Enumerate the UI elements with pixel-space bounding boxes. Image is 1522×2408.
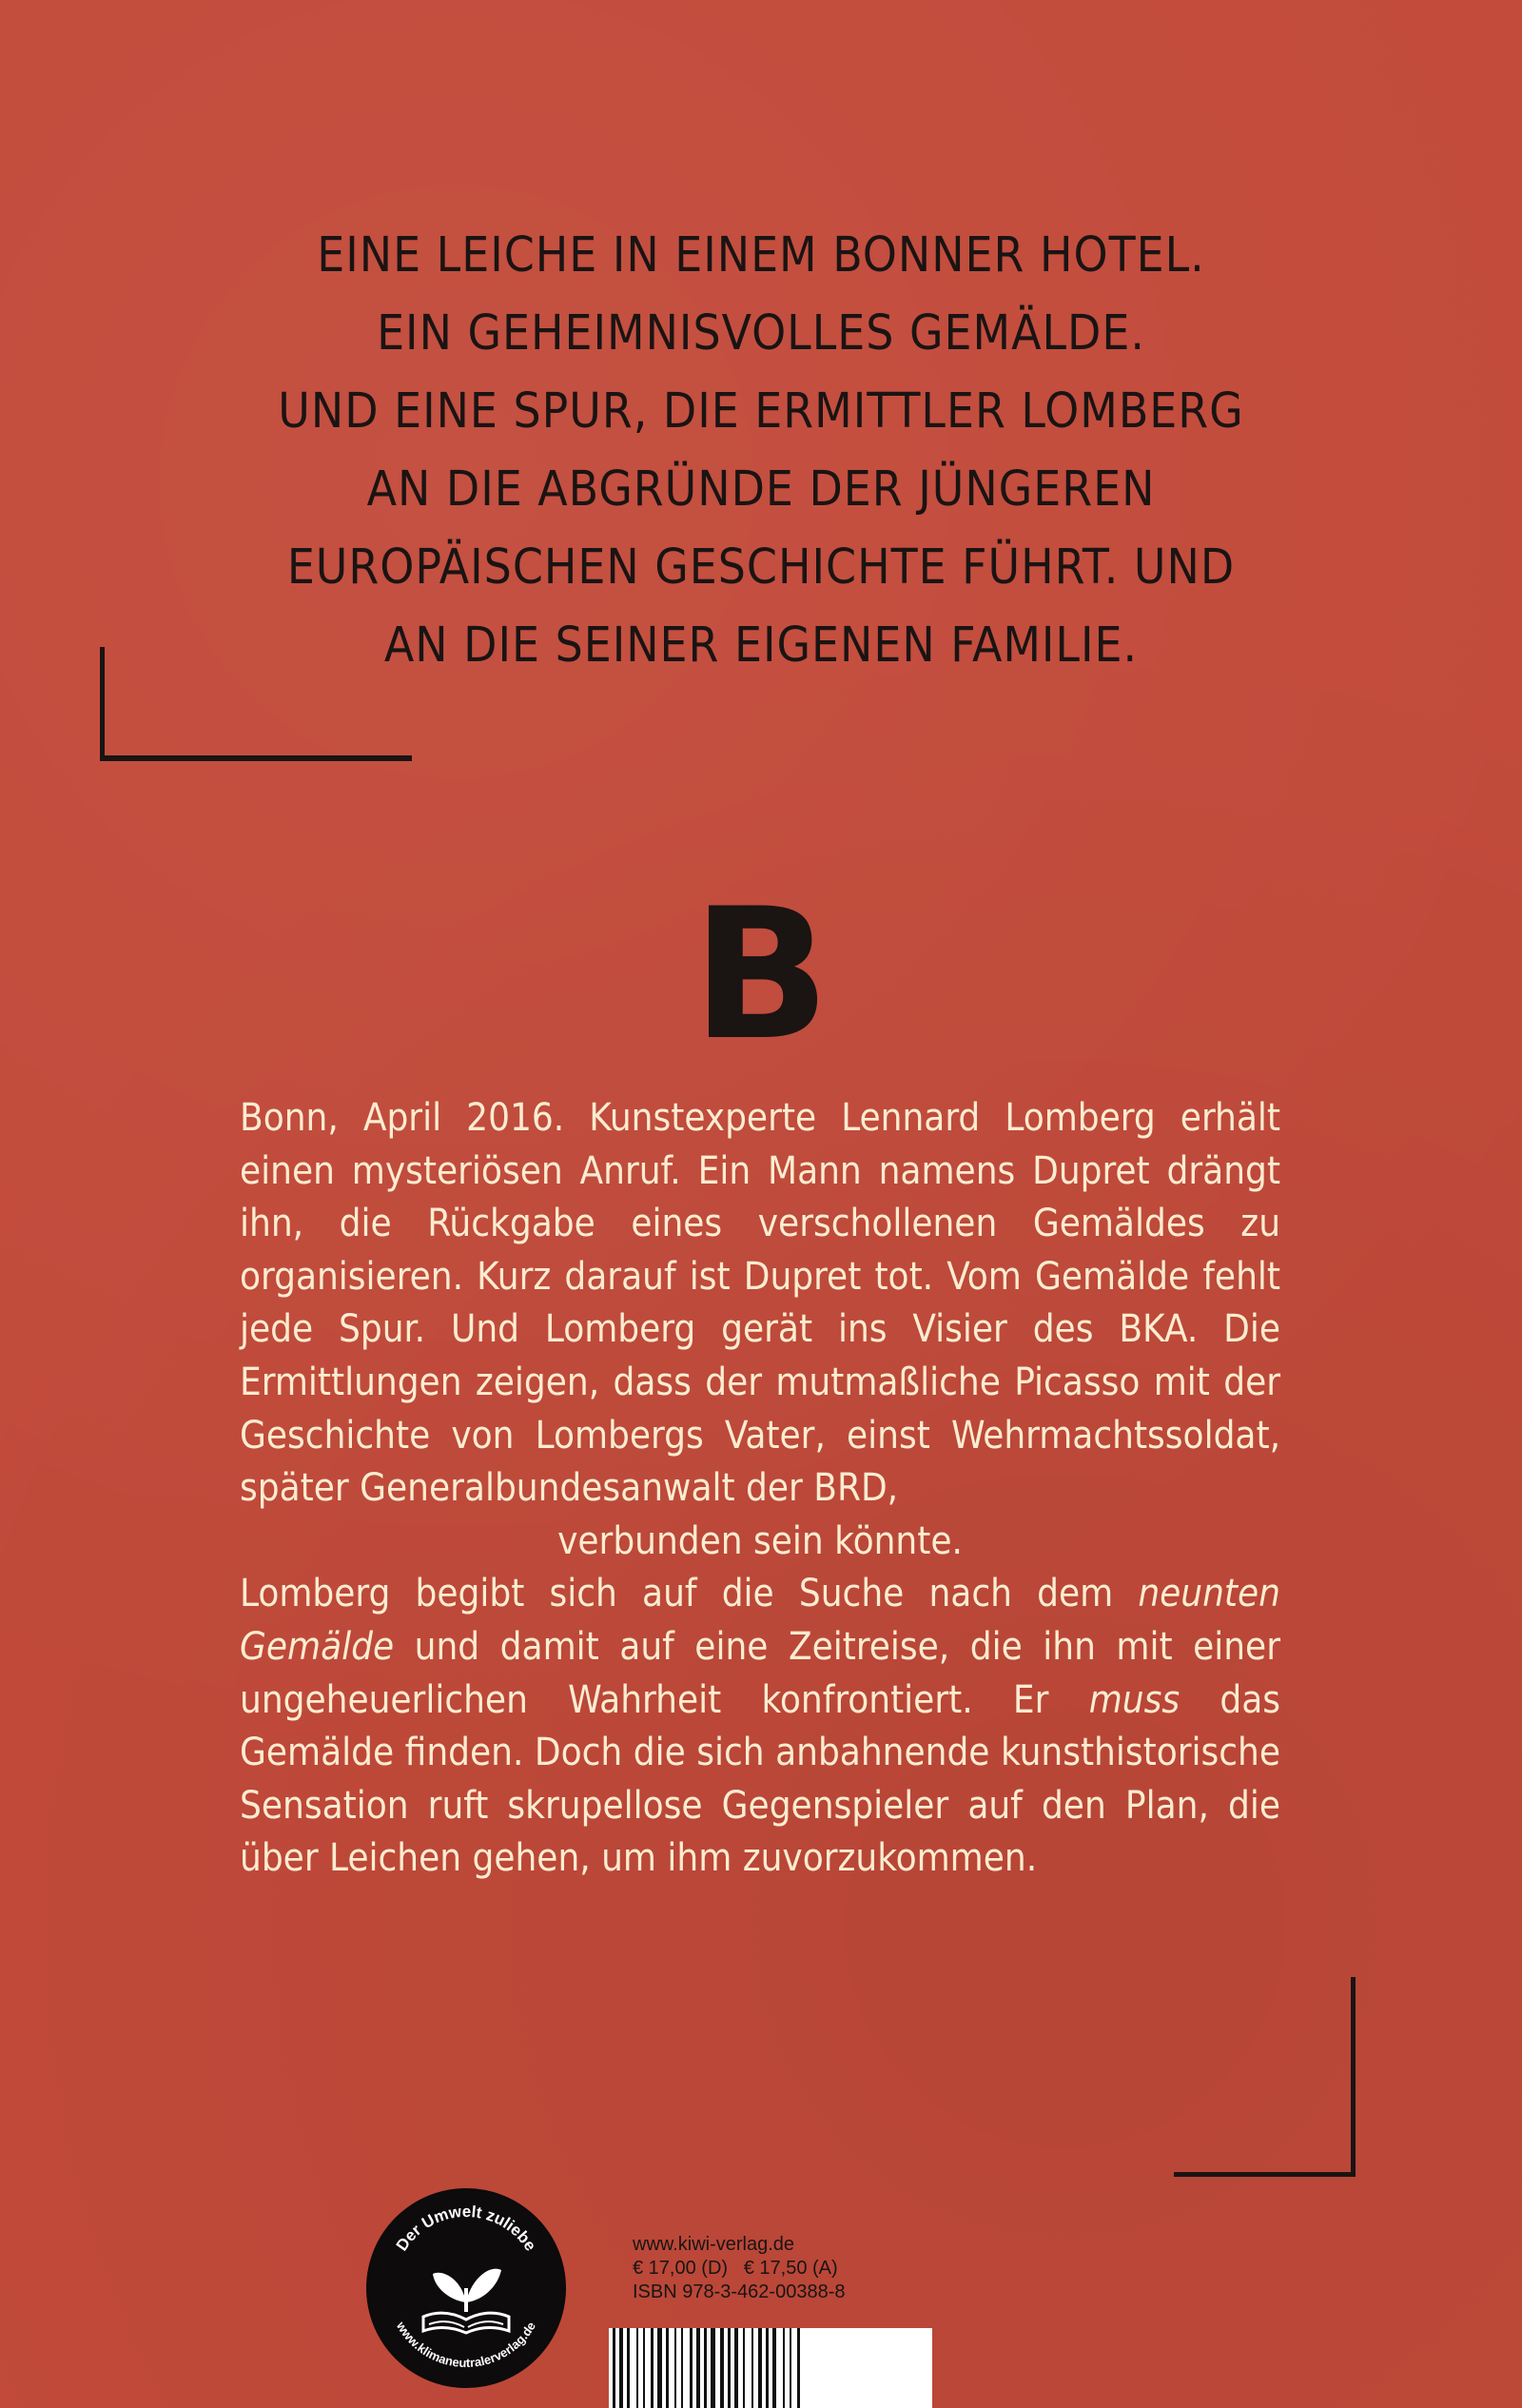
barcode (609, 2328, 932, 2408)
svg-text:Der Umwelt zuliebe (393, 2202, 540, 2254)
book-title-emphasis: neunten Gemälde (240, 1572, 1280, 1669)
barcode-bar (674, 2328, 676, 2408)
blurb-paragraph-1 (240, 1092, 1280, 1568)
barcode-bar (711, 2328, 715, 2408)
barcode-bar (720, 2328, 724, 2408)
barcode-bar (619, 2328, 623, 2408)
svg-text:www.klimaneutralerverlag.de (393, 2319, 538, 2370)
book-leaf-icon (366, 2188, 566, 2388)
barcode-bar (651, 2328, 654, 2408)
barcode-bar (734, 2328, 738, 2408)
barcode-bar (681, 2328, 683, 2408)
tagline-line: UND EINE SPUR, DIE ERMITTLER LOMBERG (278, 383, 1244, 440)
corner-bracket-bottom-right-base (1174, 2172, 1356, 2177)
tagline-line: AN DIE SEINER EIGENEN FAMILIE. (383, 617, 1139, 674)
barcode-bar (783, 2328, 785, 2408)
barcode-bar (643, 2328, 645, 2408)
blurb-paragraph-1-text: Bonn, April 2016. Kunstexperte Lennard Lomberg erhält einen mysteriösen Anruf. Ein Mann namens Dupret drängt ihn, die Rückgabe eines verschollenen Gemäldes zu organisieren. Kurz darauf ist Dupret tot. Vom Gemälde fehlt jede Spur. Und Lomberg gerät ins Visier des BKA. Die Ermittlungen zeigen, dass der mutmaßliche Picasso mit der Geschichte von Lombergs Vater, einst Wehrmachtssoldat, später Generalbundesanwalt der BRD, (240, 1096, 1280, 1511)
blurb-paragraph-1-last-line: verbunden sein könnte. (557, 1518, 963, 1563)
barcode-bar (797, 2328, 800, 2408)
publisher-website: www.kiwi-verlag.de (633, 2234, 795, 2255)
tagline (238, 217, 1284, 685)
blurb-text-span: Lomberg begibt sich auf die Suche nach dem (240, 1572, 1139, 1616)
corner-bracket-top-left-base (100, 755, 412, 761)
barcode-bar (772, 2328, 776, 2408)
blurb-text (240, 1092, 1280, 1886)
tagline-line: AN DIE ABGRÜNDE DER JÜNGEREN (366, 461, 1156, 518)
barcode-bar (728, 2328, 731, 2408)
badge-bottom-text: www.klimaneutralerverlag.de (393, 2319, 539, 2371)
publisher-info (633, 2233, 918, 2304)
barcode-bar (613, 2328, 615, 2408)
badge-top-text: Der Umwelt zuliebe (392, 2202, 540, 2255)
barcode-bar (696, 2328, 700, 2408)
initial-letter: B (692, 870, 830, 1080)
isbn: ISBN 978-3-462-00388-8 (633, 2281, 846, 2302)
blurb-paragraph-2 (240, 1568, 1280, 1886)
barcode-bar (636, 2328, 638, 2408)
barcode-bar (666, 2328, 669, 2408)
barcode-bar (758, 2328, 762, 2408)
blurb-text-span: und damit auf eine Zeitreise, die ihn mit einer ungeheuerlichen Wahrheit konfrontiert. Er (240, 1624, 1280, 1722)
barcode-bar (743, 2328, 745, 2408)
climate-neutral-badge (366, 2188, 566, 2388)
barcode-bar (751, 2328, 753, 2408)
corner-bracket-top-left (100, 647, 105, 761)
barcode-bar (766, 2328, 769, 2408)
barcode-bar (627, 2328, 630, 2408)
emphasis-word: muss (1088, 1677, 1181, 1722)
barcode-bar (790, 2328, 791, 2408)
barcode-bar (657, 2328, 662, 2408)
tagline-line: EINE LEICHE IN EINEM BONNER HOTEL. (317, 227, 1205, 284)
corner-bracket-bottom-right (1351, 1977, 1356, 2177)
price: € 17,00 (D) € 17,50 (A) (633, 2258, 838, 2279)
barcode-bar (704, 2328, 707, 2408)
tagline-line: EUROPÄISCHEN GESCHICHTE FÜHRT. UND (286, 539, 1236, 596)
blurb-text-span: das Gemälde finden. Doch die sich anbahnende kunsthistorische Sensation ruft skrupellose Gegenspieler auf den Plan, die über Leichen gehen, um ihm zuvorzukommen. (240, 1677, 1280, 1881)
tagline-line: EIN GEHEIMNISVOLLES GEMÄLDE. (377, 305, 1145, 362)
barcode-bar (690, 2328, 693, 2408)
